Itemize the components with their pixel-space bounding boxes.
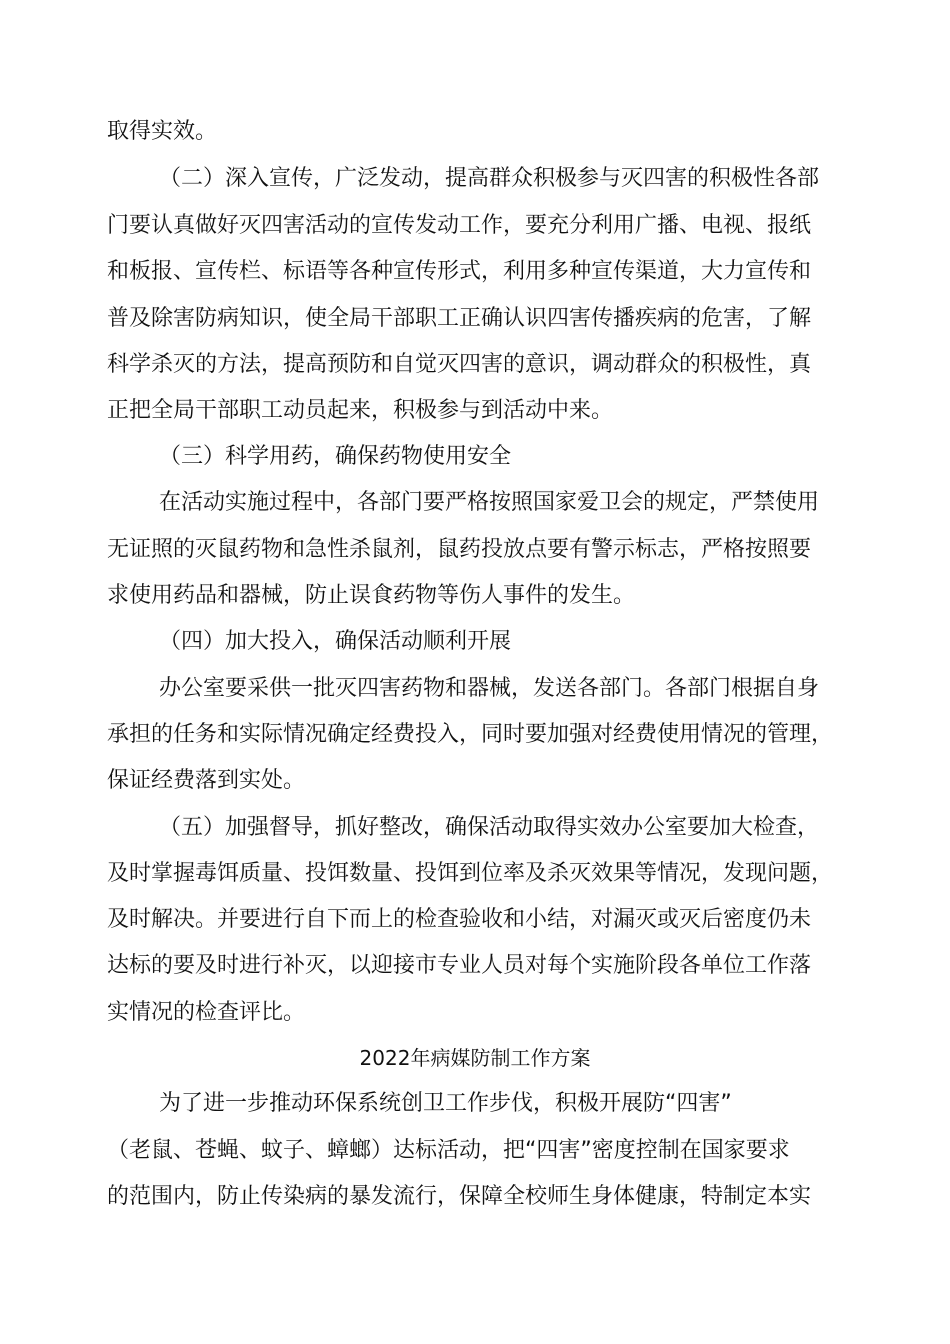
text-line: 无证照的灭鼠药物和急性杀鼠剂，鼠药投放点要有警示标志，严格按照要 — [107, 537, 812, 562]
text-line: 正把全局干部职工动员起来，积极参与到活动中来。 — [107, 398, 614, 423]
text-line: 科学杀灭的方法，提高预防和自觉灭四害的意识，调动群众的积极性，真 — [107, 352, 812, 377]
text-line: 和板报、宣传栏、标语等各种宣传形式，利用多种宣传渠道，大力宣传和 — [107, 259, 812, 284]
text-line: 的范围内，防止传染病的暴发流行，保障全校师生身体健康，特制定本实 — [107, 1184, 812, 1209]
text-line: 取得实效。 — [107, 119, 218, 144]
text-line: 保证经费落到实处。 — [107, 768, 306, 793]
text-line: 及时掌握毒饵质量、投饵数量、投饵到位率及杀灭效果等情况，发现问题， — [107, 861, 834, 886]
text-line: 及时解决。并要进行自下而上的检查验收和小结，对漏灭或灭后密度仍未 — [107, 907, 812, 932]
section-heading-2: （二）深入宣传，广泛发动，提高群众积极参与灭四害的积极性各部 — [159, 166, 820, 191]
section-heading-4: （四）加大投入，确保活动顺利开展 — [159, 629, 512, 654]
text-line: 办公室要采供一批灭四害药物和器械，发送各部门。各部门根据自身 — [159, 676, 820, 701]
text-line: 普及除害防病知识，使全局干部职工正确认识四害传播疾病的危害，了解 — [107, 306, 812, 331]
text-line: 求使用药品和器械，防止误食药物等伤人事件的发生。 — [107, 583, 636, 608]
document-title: 2022年病媒防制工作方案 — [359, 1046, 591, 1070]
text-line: 实情况的检查评比。 — [107, 1000, 306, 1025]
text-line: 门要认真做好灭四害活动的宣传发动工作，要充分利用广播、电视、报纸 — [107, 213, 812, 238]
section-heading-3: （三）科学用药，确保药物使用安全 — [159, 444, 512, 469]
text-line: （老鼠、苍蝇、蚊子、蟑螂）达标活动，把“四害”密度控制在国家要求 — [107, 1138, 790, 1163]
text-line: 达标的要及时进行补灭，以迎接市专业人员对每个实施阶段各单位工作落 — [107, 953, 812, 978]
text-line: 承担的任务和实际情况确定经费投入，同时要加强对经费使用情况的管理， — [107, 722, 834, 747]
text-line: 在活动实施过程中，各部门要严格按照国家爱卫会的规定，严禁使用 — [159, 490, 820, 515]
section-heading-5: （五）加强督导，抓好整改，确保活动取得实效办公室要加大检查， — [159, 815, 820, 840]
text-line: 为了进一步推动环保系统创卫工作步伐，积极开展防“四害” — [159, 1091, 732, 1116]
